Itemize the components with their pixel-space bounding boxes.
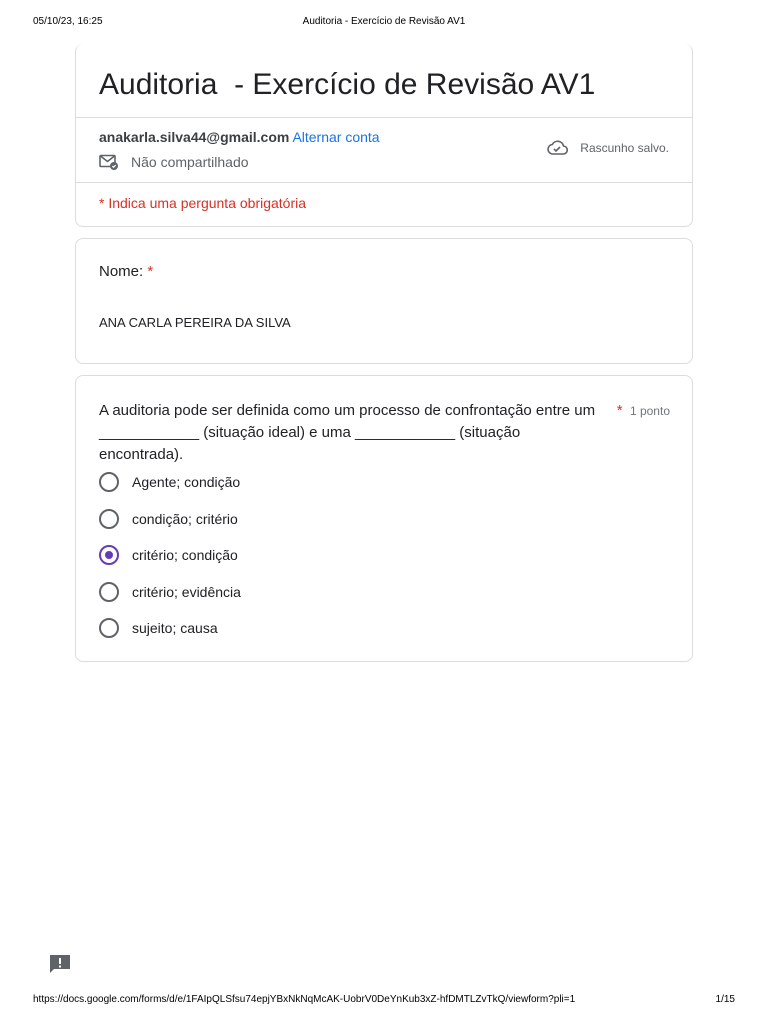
print-page-number: 1/15 <box>715 994 735 1005</box>
form-title: Auditoria - Exercício de Revisão AV1 <box>99 68 596 101</box>
radio-button-checked[interactable] <box>99 545 119 565</box>
print-footer <box>33 994 735 1008</box>
radio-button[interactable] <box>99 582 119 602</box>
option-label: critério; evidência <box>132 583 241 600</box>
name-answer-field[interactable]: ANA CARLA PEREIRA DA SILVA <box>99 315 291 330</box>
feedback-icon[interactable] <box>49 954 71 974</box>
cloud-saved-icon <box>546 140 568 156</box>
question-meta <box>617 402 670 419</box>
radio-option-selected[interactable] <box>99 537 241 574</box>
name-question-card <box>75 238 693 364</box>
print-url: https://docs.google.com/forms/d/e/1FAIpQLSfsu74epjYBxNkNqMcAK-UobrV0DeYnKub3xZ-hfDMTLZvTkQ/viewform?pli=1 <box>33 994 576 1005</box>
mail-shared-icon <box>99 154 119 170</box>
option-label: critério; condição <box>132 547 238 564</box>
required-asterisk: * <box>147 263 154 280</box>
question-label <box>99 263 153 280</box>
divider <box>76 117 692 118</box>
required-note: * Indica uma pergunta obrigatória <box>99 195 307 211</box>
question-card <box>75 375 693 662</box>
sharing-status <box>99 154 249 170</box>
radio-option[interactable] <box>99 610 241 647</box>
print-timestamp: 05/10/23, 16:25 <box>33 16 103 27</box>
radio-option[interactable] <box>99 464 241 501</box>
print-title: Auditoria - Exercício de Revisão AV1 <box>302 16 466 27</box>
not-shared-label: Não compartilhado <box>131 154 249 170</box>
form-header-card <box>75 44 693 227</box>
radio-button[interactable] <box>99 618 119 638</box>
option-label: sujeito; causa <box>132 620 218 637</box>
account-info <box>99 129 380 145</box>
radio-button[interactable] <box>99 472 119 492</box>
radio-option[interactable] <box>99 501 241 538</box>
required-asterisk: * <box>616 402 623 419</box>
name-label: Nome: <box>99 263 144 280</box>
radio-group <box>99 464 241 647</box>
print-header <box>33 16 735 30</box>
points-label: 1 ponto <box>629 404 670 418</box>
draft-saved-label: Rascunho salvo. <box>580 141 669 155</box>
question-text: A auditoria pode ser definida como um processo de confrontação entre um ____________ (situação ideal) e uma ____________ (situação encontrada). <box>99 402 596 463</box>
radio-button[interactable] <box>99 509 119 529</box>
option-label: Agente; condição <box>132 474 241 491</box>
option-label: condição; critério <box>132 510 238 527</box>
divider <box>76 182 692 183</box>
draft-status <box>546 140 669 156</box>
radio-option[interactable] <box>99 574 241 611</box>
switch-account-link[interactable]: Alternar conta <box>292 129 380 145</box>
account-email: anakarla.silva44@gmail.com <box>99 129 290 145</box>
